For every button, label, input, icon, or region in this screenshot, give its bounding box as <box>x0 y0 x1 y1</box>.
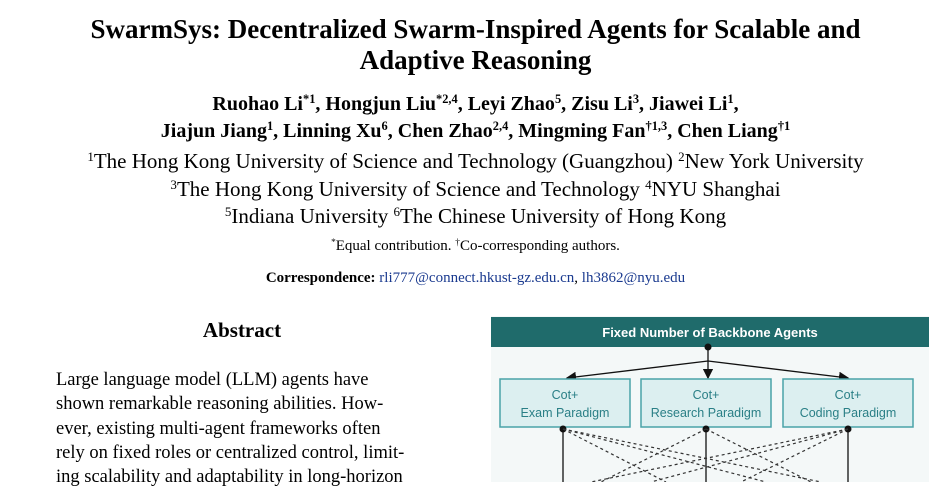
author-name: Chen Zhao <box>397 120 493 142</box>
figure-header-text: Fixed Number of Backbone Agents <box>602 325 818 340</box>
research-box-line1: Cot+ <box>692 388 720 402</box>
author-notes <box>0 236 951 256</box>
affiliation-name: The Chinese University of Hong Kong <box>400 204 727 228</box>
coding-box-line1: Cot+ <box>834 388 862 402</box>
author-affiliation-mark: 2,4 <box>492 119 509 134</box>
affiliation-number: 1 <box>87 148 94 164</box>
affiliation-line-3 <box>0 203 951 231</box>
affiliation-number: 3 <box>170 176 177 192</box>
abstract-line: shown remarkable reasoning abilities. How- <box>56 394 384 415</box>
affiliation-number: 5 <box>224 203 232 219</box>
author-separator: , <box>387 120 398 142</box>
abstract-line: ing scalability and adaptability in long-horizon <box>56 467 403 488</box>
author-name: Hongjun Liu <box>325 93 436 115</box>
author-name: Chen Liang <box>677 120 778 142</box>
affiliation-line-2 <box>0 176 951 204</box>
exam-box-line1: Cot+ <box>551 388 579 402</box>
author-line-1 <box>0 91 951 118</box>
author-name: Jiajun Jiang <box>160 120 267 142</box>
author-name: Ruohao Li <box>212 93 303 115</box>
author-separator: , <box>639 93 650 115</box>
author-list <box>0 91 951 145</box>
author-affiliation-mark: 1 <box>727 92 734 107</box>
affiliation-name: NYU Shanghai <box>651 176 781 201</box>
author-line-2 <box>0 118 951 145</box>
architecture-figure <box>491 316 929 482</box>
author-name: Linning Xu <box>283 120 382 142</box>
title-line-2: Adaptive Reasoning <box>359 45 592 75</box>
affiliation-name: The Hong Kong University of Science and Technology <box>176 176 646 201</box>
author-affiliation-mark: 1 <box>266 119 274 134</box>
author-name: Leyi Zhao <box>467 93 555 115</box>
abstract-body <box>56 368 428 489</box>
exam-box-line2: Exam Paradigm <box>520 406 610 420</box>
affiliation-name: Indiana University <box>231 204 394 228</box>
research-box-line2: Research Paradigm <box>650 406 762 420</box>
author-separator: , <box>508 120 519 142</box>
abstract-line: Large language model (LLM) agents have <box>56 370 369 390</box>
equal-contribution-mark: * <box>331 237 336 248</box>
correspondence-label: Correspondence: <box>265 270 376 286</box>
author-affiliation-mark: †1 <box>777 119 791 134</box>
affiliation-name: The Hong Kong University of Science and Technology (Guangzhou) <box>93 149 679 173</box>
affiliations <box>0 148 951 231</box>
affiliation-line-1 <box>0 148 951 176</box>
author-affiliation-mark: *2,4 <box>436 92 458 107</box>
author-separator: , <box>457 93 468 115</box>
paper-title <box>0 14 951 76</box>
author-affiliation-mark: 5 <box>554 92 562 107</box>
affiliation-number: 2 <box>678 148 685 164</box>
equal-contribution-note: Equal contribution. <box>335 238 456 254</box>
co-corresponding-mark: † <box>455 237 460 248</box>
author-separator: , <box>667 120 678 142</box>
correspondence <box>0 268 951 288</box>
author-affiliation-mark: 3 <box>632 92 640 107</box>
author-separator: , <box>273 120 284 142</box>
author-affiliation-mark: *1 <box>303 92 316 107</box>
author-name: Jiawei Li <box>649 93 728 115</box>
affiliation-number: 6 <box>393 203 401 219</box>
author-name: Zisu Li <box>571 93 633 115</box>
email-link-2[interactable]: lh3862@nyu.edu <box>581 270 686 286</box>
coding-box-line2: Coding Paradigm <box>799 406 897 420</box>
affiliation-name: New York University <box>684 149 864 173</box>
co-corresponding-note: Co-corresponding authors. <box>459 238 620 254</box>
abstract-heading: Abstract <box>202 318 282 342</box>
author-affiliation-mark: 6 <box>381 119 388 134</box>
title-line-1: SwarmSys: Decentralized Swarm-Inspired Agents for Scalable and <box>90 14 861 44</box>
email-separator: , <box>574 270 579 286</box>
author-affiliation-mark: †1,3 <box>645 119 668 134</box>
author-separator: , <box>561 93 572 115</box>
author-separator: , <box>315 93 326 115</box>
email-link-1[interactable]: rli777@connect.hkust-gz.edu.cn <box>379 270 575 286</box>
author-name: Mingming Fan <box>518 120 646 142</box>
abstract-line: ever, existing multi-agent frameworks often <box>56 418 381 439</box>
abstract-line: rely on fixed roles or centralized control, limit- <box>56 442 405 463</box>
affiliation-number: 4 <box>645 176 652 192</box>
author-separator: , <box>733 93 739 115</box>
